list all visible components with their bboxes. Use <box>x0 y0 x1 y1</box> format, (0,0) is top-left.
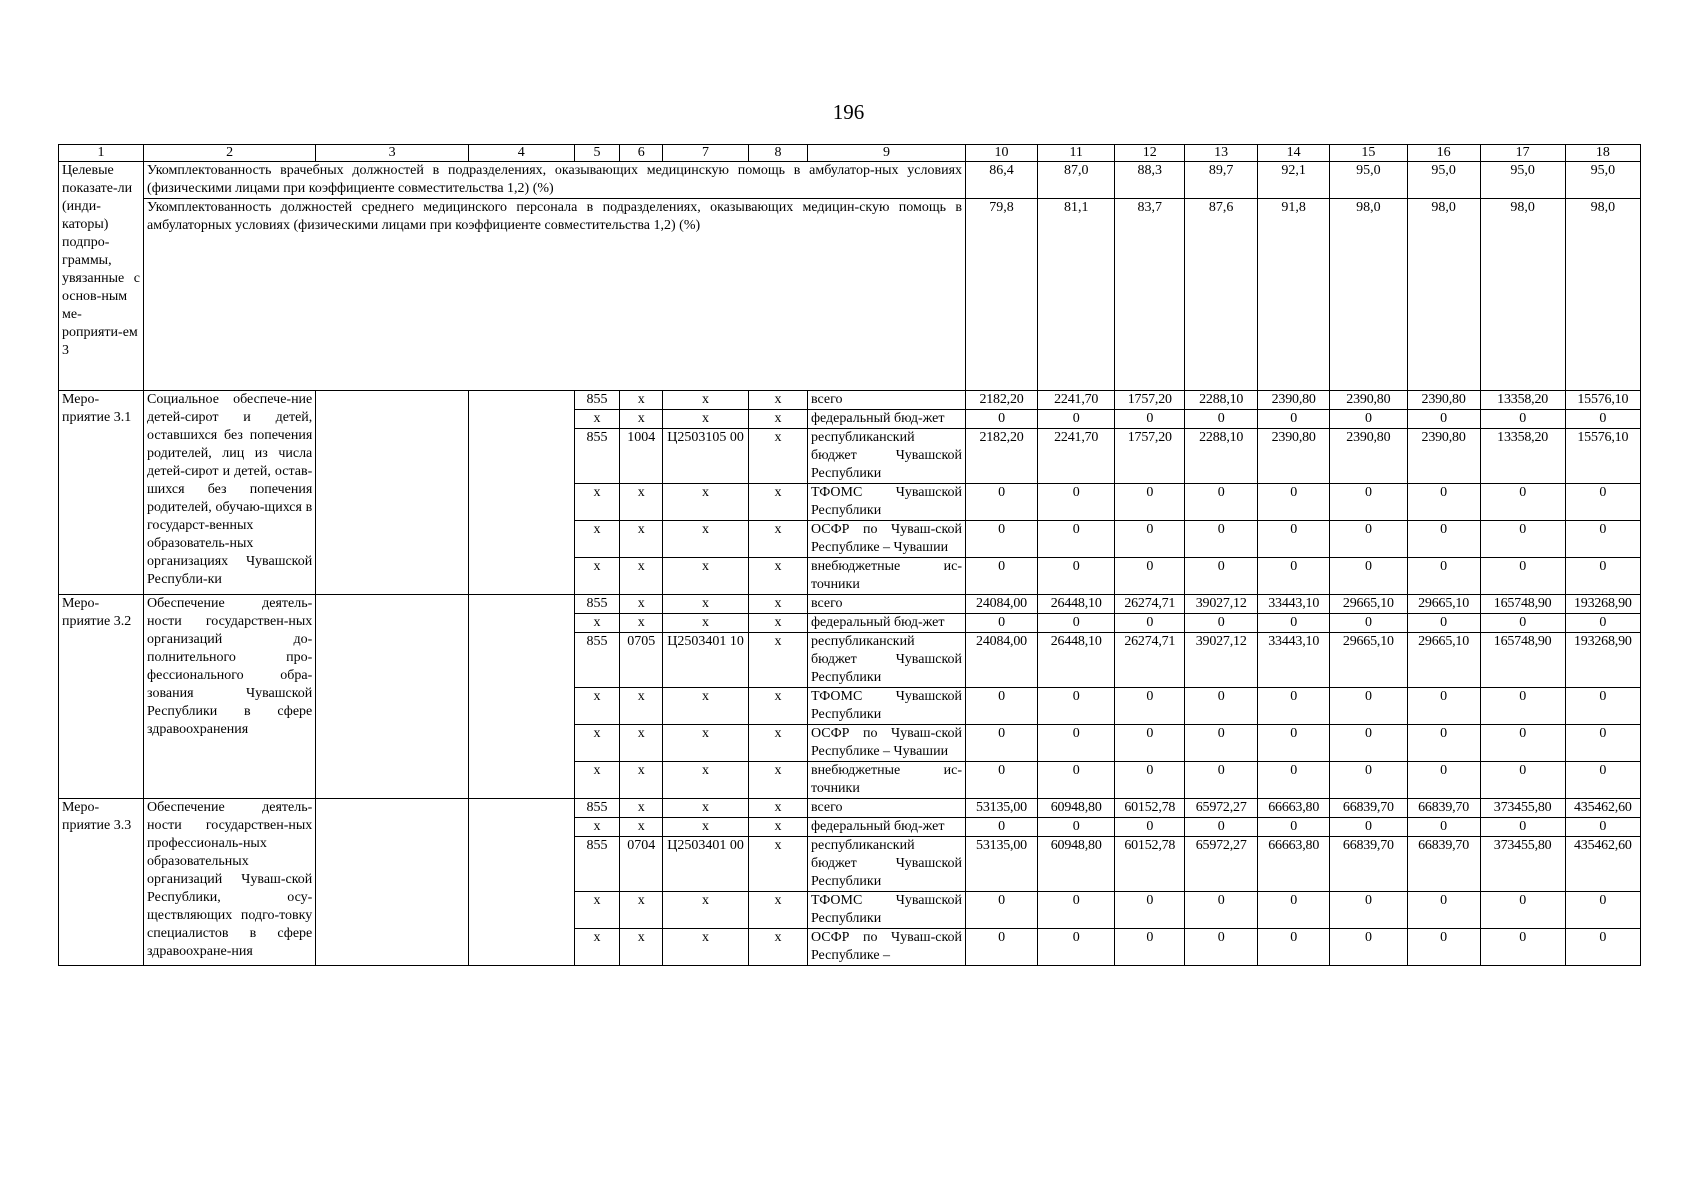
funding-value: 66839,70 <box>1330 837 1407 892</box>
funding-value: 0 <box>1115 929 1185 966</box>
indicator-value: 98,0 <box>1565 199 1640 391</box>
budget-code-gr: x <box>574 410 620 429</box>
funding-value: 2288,10 <box>1185 429 1258 484</box>
funding-value: 26274,71 <box>1115 633 1185 688</box>
funding-value: 0 <box>1115 558 1185 595</box>
funding-value: 2390,80 <box>1258 391 1330 410</box>
funding-value: 0 <box>1037 558 1114 595</box>
column-number-header: 13 <box>1185 145 1258 162</box>
funding-value: 0 <box>1037 725 1114 762</box>
budget-code-gr: x <box>574 892 620 929</box>
funding-value: 0 <box>1407 521 1480 558</box>
budget-code-csr: x <box>662 484 748 521</box>
budget-code-gr: 855 <box>574 391 620 410</box>
executor-cell <box>316 595 469 799</box>
participants-cell <box>468 595 574 799</box>
target-indicator-row <box>59 199 1641 391</box>
budget-code-vr: x <box>749 762 808 799</box>
funding-value: 66839,70 <box>1407 837 1480 892</box>
participants-cell <box>468 799 574 966</box>
budget-code-gr: 855 <box>574 837 620 892</box>
column-number-header: 14 <box>1258 145 1330 162</box>
funding-source: республиканский бюджет Чувашской Республики <box>807 633 965 688</box>
funding-source: ТФОМС Чувашской Республики <box>807 484 965 521</box>
indicator-value: 98,0 <box>1330 199 1407 391</box>
budget-code-csr: x <box>662 799 748 818</box>
column-number-header: 3 <box>316 145 469 162</box>
funding-source: внебюджетные ис-точники <box>807 558 965 595</box>
funding-source: всего <box>807 799 965 818</box>
budget-code-vr: x <box>749 725 808 762</box>
budget-code-rz: x <box>620 410 663 429</box>
funding-value: 0 <box>966 558 1038 595</box>
funding-value: 0 <box>1565 818 1640 837</box>
budget-code-csr: x <box>662 614 748 633</box>
measure-row <box>59 391 1641 410</box>
funding-value: 0 <box>1330 688 1407 725</box>
column-number-header: 4 <box>468 145 574 162</box>
funding-value: 0 <box>1330 818 1407 837</box>
column-number-header: 6 <box>620 145 663 162</box>
funding-value: 39027,12 <box>1185 595 1258 614</box>
funding-value: 0 <box>1185 614 1258 633</box>
funding-value: 0 <box>1330 484 1407 521</box>
funding-value: 0 <box>966 892 1038 929</box>
funding-value: 0 <box>1115 410 1185 429</box>
budget-code-vr: x <box>749 410 808 429</box>
funding-value: 0 <box>1258 688 1330 725</box>
budget-code-vr: x <box>749 595 808 614</box>
budget-code-gr: 855 <box>574 429 620 484</box>
funding-value: 0 <box>1480 484 1565 521</box>
funding-value: 0 <box>1407 484 1480 521</box>
funding-value: 26448,10 <box>1037 595 1114 614</box>
column-number-header: 1 <box>59 145 144 162</box>
funding-value: 33443,10 <box>1258 633 1330 688</box>
budget-code-gr: 855 <box>574 633 620 688</box>
budget-code-rz: x <box>620 688 663 725</box>
funding-value: 0 <box>1115 762 1185 799</box>
funding-value: 0 <box>1480 688 1565 725</box>
budget-code-gr: x <box>574 929 620 966</box>
column-number-header: 8 <box>749 145 808 162</box>
column-number-header: 17 <box>1480 145 1565 162</box>
budget-code-csr: x <box>662 762 748 799</box>
funding-value: 39027,12 <box>1185 633 1258 688</box>
funding-value: 24084,00 <box>966 633 1038 688</box>
budget-code-rz: 0705 <box>620 633 663 688</box>
funding-source: ОСФР по Чуваш-ской Республике – Чувашии <box>807 725 965 762</box>
budget-code-rz: x <box>620 818 663 837</box>
funding-value: 0 <box>1565 521 1640 558</box>
funding-value: 0 <box>966 484 1038 521</box>
indicator-value: 98,0 <box>1480 199 1565 391</box>
column-number-header: 2 <box>144 145 316 162</box>
budget-code-gr: x <box>574 558 620 595</box>
participants-cell <box>468 391 574 595</box>
funding-value: 0 <box>1330 521 1407 558</box>
budget-code-rz: x <box>620 391 663 410</box>
funding-source: ОСФР по Чуваш-ской Республике – Чувашии <box>807 521 965 558</box>
budget-code-rz: 1004 <box>620 429 663 484</box>
budget-code-vr: x <box>749 837 808 892</box>
funding-value: 0 <box>1037 818 1114 837</box>
budget-code-csr: x <box>662 595 748 614</box>
budget-code-vr: x <box>749 818 808 837</box>
column-number-header: 12 <box>1115 145 1185 162</box>
funding-value: 2182,20 <box>966 391 1038 410</box>
funding-value: 0 <box>1037 521 1114 558</box>
budget-code-gr: x <box>574 521 620 558</box>
indicator-text: Укомплектованность должностей среднего медицинского персонала в подразделениях, оказывающих медицин-скую помощь в амбулаторных условиях (физическими лицами при коэффициенте совместительства 1,2) (%) <box>144 199 966 391</box>
targets-label: Целевые показате-ли (инди-каторы) подпро-граммы, увязанные с основ-ным ме-роприяти-ем 3 <box>59 162 144 391</box>
funding-source: федеральный бюд-жет <box>807 410 965 429</box>
funding-value: 0 <box>1330 410 1407 429</box>
budget-code-vr: x <box>749 633 808 688</box>
funding-value: 0 <box>1185 521 1258 558</box>
funding-source: всего <box>807 391 965 410</box>
indicator-value: 79,8 <box>966 199 1038 391</box>
budget-code-vr: x <box>749 892 808 929</box>
funding-value: 0 <box>1407 614 1480 633</box>
funding-value: 0 <box>1115 521 1185 558</box>
funding-value: 29665,10 <box>1330 595 1407 614</box>
funding-value: 0 <box>1185 818 1258 837</box>
funding-value: 0 <box>1185 725 1258 762</box>
funding-value: 0 <box>1407 892 1480 929</box>
funding-source: республиканский бюджет Чувашской Республики <box>807 429 965 484</box>
funding-value: 1757,20 <box>1115 391 1185 410</box>
funding-source: ТФОМС Чувашской Республики <box>807 688 965 725</box>
budget-code-rz: x <box>620 521 663 558</box>
funding-value: 0 <box>1037 929 1114 966</box>
funding-value: 0 <box>1480 762 1565 799</box>
column-number-header: 10 <box>966 145 1038 162</box>
funding-value: 0 <box>1037 484 1114 521</box>
indicator-value: 95,0 <box>1565 162 1640 199</box>
funding-value: 15576,10 <box>1565 429 1640 484</box>
funding-source: федеральный бюд-жет <box>807 614 965 633</box>
measure-row <box>59 799 1641 818</box>
page-number: 196 <box>832 100 865 124</box>
funding-value: 0 <box>966 818 1038 837</box>
funding-value: 60948,80 <box>1037 837 1114 892</box>
budget-code-rz: x <box>620 558 663 595</box>
funding-value: 0 <box>1480 521 1565 558</box>
measure-code: Меро-приятие 3.2 <box>59 595 144 799</box>
funding-value: 0 <box>1037 892 1114 929</box>
budget-code-csr: x <box>662 892 748 929</box>
funding-value: 2390,80 <box>1407 429 1480 484</box>
funding-value: 0 <box>1407 929 1480 966</box>
funding-value: 0 <box>1565 410 1640 429</box>
budget-code-gr: 855 <box>574 799 620 818</box>
funding-value: 0 <box>1565 725 1640 762</box>
funding-value: 0 <box>1258 762 1330 799</box>
funding-value: 0 <box>1407 410 1480 429</box>
funding-value: 0 <box>1565 614 1640 633</box>
funding-value: 0 <box>1480 929 1565 966</box>
funding-value: 2288,10 <box>1185 391 1258 410</box>
budget-code-vr: x <box>749 484 808 521</box>
budget-code-vr: x <box>749 614 808 633</box>
funding-value: 0 <box>1407 725 1480 762</box>
funding-value: 0 <box>1330 614 1407 633</box>
funding-value: 53135,00 <box>966 799 1038 818</box>
funding-value: 0 <box>1407 688 1480 725</box>
funding-value: 2241,70 <box>1037 391 1114 410</box>
funding-value: 13358,20 <box>1480 391 1565 410</box>
funding-value: 0 <box>1330 762 1407 799</box>
funding-value: 0 <box>1037 762 1114 799</box>
funding-value: 15576,10 <box>1565 391 1640 410</box>
funding-value: 29665,10 <box>1330 633 1407 688</box>
funding-value: 0 <box>1258 892 1330 929</box>
funding-value: 0 <box>1258 818 1330 837</box>
funding-value: 0 <box>1185 484 1258 521</box>
indicator-value: 95,0 <box>1330 162 1407 199</box>
budget-code-csr: Ц2503105 00 <box>662 429 748 484</box>
budget-code-rz: x <box>620 799 663 818</box>
funding-value: 29665,10 <box>1407 595 1480 614</box>
budget-code-vr: x <box>749 391 808 410</box>
funding-value: 1757,20 <box>1115 429 1185 484</box>
budget-code-gr: 855 <box>574 595 620 614</box>
budget-code-csr: x <box>662 818 748 837</box>
budget-code-csr: x <box>662 929 748 966</box>
indicator-text: Укомплектованность врачебных должностей в подразделениях, оказывающих медицинскую помощь в амбулатор-ных условиях (физическими лицами при коэффициенте совместительства 1,2) (%) <box>144 162 966 199</box>
funding-value: 0 <box>966 688 1038 725</box>
funding-value: 0 <box>1185 410 1258 429</box>
funding-source: республиканский бюджет Чувашской Республики <box>807 837 965 892</box>
budget-code-rz: x <box>620 614 663 633</box>
column-number-header: 16 <box>1407 145 1480 162</box>
budget-code-vr: x <box>749 688 808 725</box>
funding-value: 0 <box>1407 818 1480 837</box>
measure-code: Меро-приятие 3.1 <box>59 391 144 595</box>
column-number-header: 7 <box>662 145 748 162</box>
budget-code-rz: x <box>620 762 663 799</box>
funding-value: 373455,80 <box>1480 799 1565 818</box>
measure-row <box>59 595 1641 614</box>
funding-value: 60152,78 <box>1115 799 1185 818</box>
funding-value: 2182,20 <box>966 429 1038 484</box>
funding-value: 0 <box>1037 688 1114 725</box>
budget-code-vr: x <box>749 521 808 558</box>
budget-code-rz: x <box>620 595 663 614</box>
funding-value: 165748,90 <box>1480 633 1565 688</box>
funding-value: 0 <box>1258 725 1330 762</box>
column-number-header: 5 <box>574 145 620 162</box>
budget-code-csr: x <box>662 688 748 725</box>
budget-code-rz: x <box>620 929 663 966</box>
funding-value: 0 <box>966 929 1038 966</box>
budget-code-rz: x <box>620 725 663 762</box>
budget-code-gr: x <box>574 818 620 837</box>
indicator-value: 87,0 <box>1037 162 1114 199</box>
funding-value: 0 <box>1330 558 1407 595</box>
funding-value: 0 <box>966 521 1038 558</box>
funding-value: 0 <box>1115 818 1185 837</box>
funding-value: 0 <box>1565 892 1640 929</box>
indicator-value: 87,6 <box>1185 199 1258 391</box>
funding-value: 0 <box>1480 818 1565 837</box>
funding-value: 435462,60 <box>1565 837 1640 892</box>
funding-value: 66839,70 <box>1330 799 1407 818</box>
funding-value: 2390,80 <box>1330 391 1407 410</box>
budget-code-gr: x <box>574 725 620 762</box>
funding-value: 0 <box>1258 929 1330 966</box>
funding-value: 0 <box>1480 725 1565 762</box>
funding-value: 0 <box>1480 558 1565 595</box>
measure-name: Социальное обеспече-ние детей-сирот и детей, оставшихся без попечения родителей, лиц из числа детей-сирот и детей, остав-шихся без попечения родителей, обучаю-щихся в государст-венных образователь-ных организациях Чувашской Республи-ки <box>144 391 316 595</box>
funding-value: 0 <box>1037 614 1114 633</box>
funding-value: 0 <box>966 614 1038 633</box>
funding-value: 66663,80 <box>1258 799 1330 818</box>
funding-value: 0 <box>1330 725 1407 762</box>
funding-source: федеральный бюд-жет <box>807 818 965 837</box>
funding-value: 193268,90 <box>1565 633 1640 688</box>
budget-code-gr: x <box>574 484 620 521</box>
funding-value: 373455,80 <box>1480 837 1565 892</box>
funding-value: 26448,10 <box>1037 633 1114 688</box>
funding-value: 0 <box>1258 558 1330 595</box>
measure-name: Обеспечение деятель-ности государствен-ных профессиональ-ных образовательных организаций Чуваш-ской Республики, осу-ществляющих подго-товку специалистов в сфере здравоохране-ния <box>144 799 316 966</box>
funding-value: 65972,27 <box>1185 799 1258 818</box>
funding-value: 0 <box>1258 410 1330 429</box>
funding-value: 0 <box>1330 892 1407 929</box>
funding-value: 0 <box>966 725 1038 762</box>
funding-source: ОСФР по Чуваш-ской Республике – <box>807 929 965 966</box>
funding-value: 0 <box>1480 892 1565 929</box>
funding-value: 0 <box>1480 614 1565 633</box>
target-indicator-row <box>59 162 1641 199</box>
budget-code-csr: x <box>662 410 748 429</box>
funding-value: 13358,20 <box>1480 429 1565 484</box>
funding-value: 53135,00 <box>966 837 1038 892</box>
funding-value: 0 <box>1185 762 1258 799</box>
funding-value: 193268,90 <box>1565 595 1640 614</box>
indicator-value: 81,1 <box>1037 199 1114 391</box>
funding-value: 65972,27 <box>1185 837 1258 892</box>
budget-code-csr: x <box>662 391 748 410</box>
header-row <box>59 145 1641 162</box>
funding-source: ТФОМС Чувашской Республики <box>807 892 965 929</box>
indicator-value: 86,4 <box>966 162 1038 199</box>
budget-code-rz: x <box>620 892 663 929</box>
funding-value: 33443,10 <box>1258 595 1330 614</box>
indicator-value: 92,1 <box>1258 162 1330 199</box>
budget-code-rz: 0704 <box>620 837 663 892</box>
indicator-value: 89,7 <box>1185 162 1258 199</box>
indicator-value: 95,0 <box>1407 162 1480 199</box>
funding-value: 2390,80 <box>1407 391 1480 410</box>
funding-value: 0 <box>1258 484 1330 521</box>
budget-code-csr: Ц2503401 10 <box>662 633 748 688</box>
funding-value: 0 <box>1565 688 1640 725</box>
funding-value: 0 <box>1115 614 1185 633</box>
column-number-header: 9 <box>807 145 965 162</box>
funding-value: 0 <box>1115 484 1185 521</box>
funding-value: 0 <box>966 762 1038 799</box>
funding-value: 66839,70 <box>1407 799 1480 818</box>
column-number-header: 18 <box>1565 145 1640 162</box>
funding-value: 60948,80 <box>1037 799 1114 818</box>
budget-code-vr: x <box>749 558 808 595</box>
budget-code-csr: x <box>662 725 748 762</box>
budget-code-rz: x <box>620 484 663 521</box>
funding-value: 60152,78 <box>1115 837 1185 892</box>
indicator-value: 98,0 <box>1407 199 1480 391</box>
funding-value: 66663,80 <box>1258 837 1330 892</box>
funding-value: 0 <box>1115 725 1185 762</box>
executor-cell <box>316 799 469 966</box>
funding-value: 0 <box>1565 929 1640 966</box>
funding-value: 0 <box>1565 484 1640 521</box>
indicator-value: 91,8 <box>1258 199 1330 391</box>
funding-value: 0 <box>1407 558 1480 595</box>
funding-value: 29665,10 <box>1407 633 1480 688</box>
funding-value: 0 <box>1185 892 1258 929</box>
funding-value: 0 <box>966 410 1038 429</box>
column-number-header: 15 <box>1330 145 1407 162</box>
funding-value: 0 <box>1185 558 1258 595</box>
budget-code-gr: x <box>574 762 620 799</box>
funding-value: 2390,80 <box>1258 429 1330 484</box>
funding-value: 0 <box>1258 521 1330 558</box>
budget-code-gr: x <box>574 614 620 633</box>
budget-table <box>58 144 1641 966</box>
column-number-header: 11 <box>1037 145 1114 162</box>
indicator-value: 95,0 <box>1480 162 1565 199</box>
funding-source: всего <box>807 595 965 614</box>
executor-cell <box>316 391 469 595</box>
funding-value: 0 <box>1185 688 1258 725</box>
funding-value: 0 <box>1407 762 1480 799</box>
funding-value: 24084,00 <box>966 595 1038 614</box>
measure-name: Обеспечение деятель-ности государствен-ных организаций до-полнительного про-фессионального обра-зования Чувашской Республики в сфере здравоохранения <box>144 595 316 799</box>
budget-code-csr: x <box>662 521 748 558</box>
funding-value: 0 <box>1115 892 1185 929</box>
funding-value: 0 <box>1330 929 1407 966</box>
budget-code-gr: x <box>574 688 620 725</box>
budget-code-csr: Ц2503401 00 <box>662 837 748 892</box>
funding-value: 0 <box>1037 410 1114 429</box>
funding-value: 0 <box>1115 688 1185 725</box>
funding-value: 2241,70 <box>1037 429 1114 484</box>
funding-value: 0 <box>1565 558 1640 595</box>
measure-code: Меро-приятие 3.3 <box>59 799 144 966</box>
budget-code-vr: x <box>749 429 808 484</box>
funding-value: 0 <box>1258 614 1330 633</box>
budget-code-csr: x <box>662 558 748 595</box>
funding-source: внебюджетные ис-точники <box>807 762 965 799</box>
funding-value: 2390,80 <box>1330 429 1407 484</box>
funding-value: 0 <box>1480 410 1565 429</box>
funding-value: 435462,60 <box>1565 799 1640 818</box>
funding-value: 0 <box>1185 929 1258 966</box>
funding-value: 165748,90 <box>1480 595 1565 614</box>
funding-value: 0 <box>1565 762 1640 799</box>
indicator-value: 83,7 <box>1115 199 1185 391</box>
budget-code-vr: x <box>749 929 808 966</box>
funding-value: 26274,71 <box>1115 595 1185 614</box>
budget-code-vr: x <box>749 799 808 818</box>
indicator-value: 88,3 <box>1115 162 1185 199</box>
